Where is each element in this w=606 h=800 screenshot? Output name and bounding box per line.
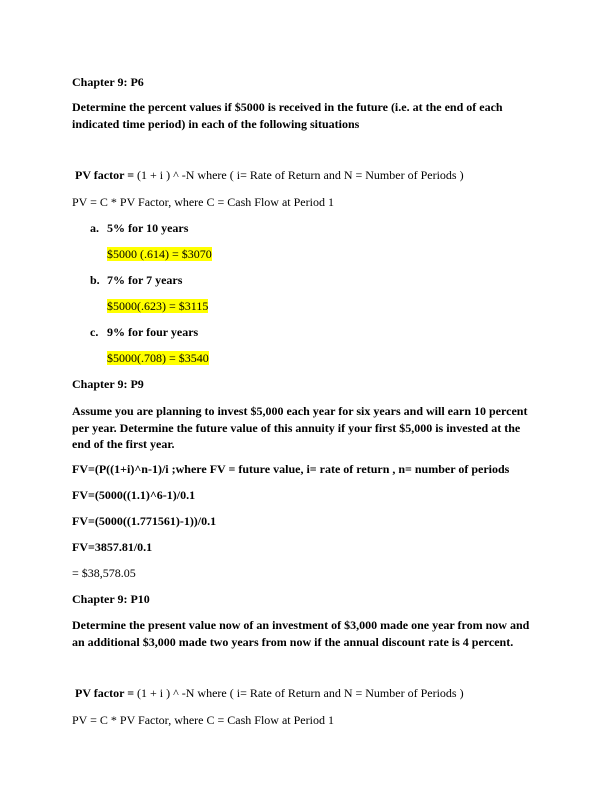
p9-formula: FV=(P((1+i)^n-1)/i ;where FV = future value, i= rate of return , n= number of periods: [72, 462, 510, 476]
p10-question-line-2: an additional $3,000 made two years from now if the annual discount rate is 4 percent.: [72, 635, 514, 649]
p6-pv-formula: PV = C * PV Factor, where C = Cash Flow at Period 1: [72, 195, 334, 209]
list-item-marker-b: b.: [90, 273, 100, 287]
pv-factor-label: PV factor =: [75, 686, 135, 700]
p9-heading: Chapter 9: P9: [72, 377, 144, 391]
p9-question-line-2: per year. Determine the future value of this annuity if your first $5,000 is invested at the: [72, 421, 521, 435]
p6-question-line-2: indicated time period) in each of the following situations: [72, 117, 360, 131]
list-item-answer-c: [107, 351, 209, 366]
p9-step-1: FV=(5000((1.1)^6-1)/0.1: [72, 488, 196, 502]
list-item-label-a: 5% for 10 years: [107, 221, 189, 235]
p10-heading: Chapter 9: P10: [72, 592, 150, 606]
pv-factor-formula: (1 + i ) ^ -N where ( i= Rate of Return and N = Number of Periods ): [134, 686, 464, 700]
p9-step-3: FV=3857.81/0.1: [72, 540, 153, 554]
list-item-marker-a: a.: [90, 221, 99, 235]
highlighted-answer: $5000(.708) = $3540: [107, 351, 209, 365]
list-item-marker-c: c.: [90, 325, 99, 339]
p9-step-2: FV=(5000((1.771561)-1))/0.1: [72, 514, 217, 528]
list-item-label-c: 9% for four years: [107, 325, 199, 339]
p9-question-line-3: end of the first year.: [72, 437, 175, 451]
pv-factor-label: PV factor =: [75, 168, 135, 182]
list-item-label-b: 7% for 7 years: [107, 273, 183, 287]
p10-question-line-1: Determine the present value now of an investment of $3,000 made one year from now and: [72, 618, 530, 632]
p9-question-line-1: Assume you are planning to invest $5,000 each year for six years and will earn 10 percent: [72, 404, 528, 418]
p9-result: = $38,578.05: [72, 566, 136, 580]
p6-pv-factor: [75, 168, 464, 183]
list-item-answer-a: [107, 247, 212, 262]
p10-pv-formula: PV = C * PV Factor, where C = Cash Flow at Period 1: [72, 713, 334, 727]
p6-question-line-1: Determine the percent values if $5000 is received in the future (i.e. at the end of each: [72, 100, 503, 114]
p6-heading: Chapter 9: P6: [72, 75, 144, 89]
highlighted-answer: $5000 (.614) = $3070: [107, 247, 212, 261]
list-item-answer-b: [107, 299, 208, 314]
highlighted-answer: $5000(.623) = $3115: [107, 299, 209, 313]
p10-pv-factor: [75, 686, 464, 701]
pv-factor-formula: (1 + i ) ^ -N where ( i= Rate of Return and N = Number of Periods ): [134, 168, 464, 182]
